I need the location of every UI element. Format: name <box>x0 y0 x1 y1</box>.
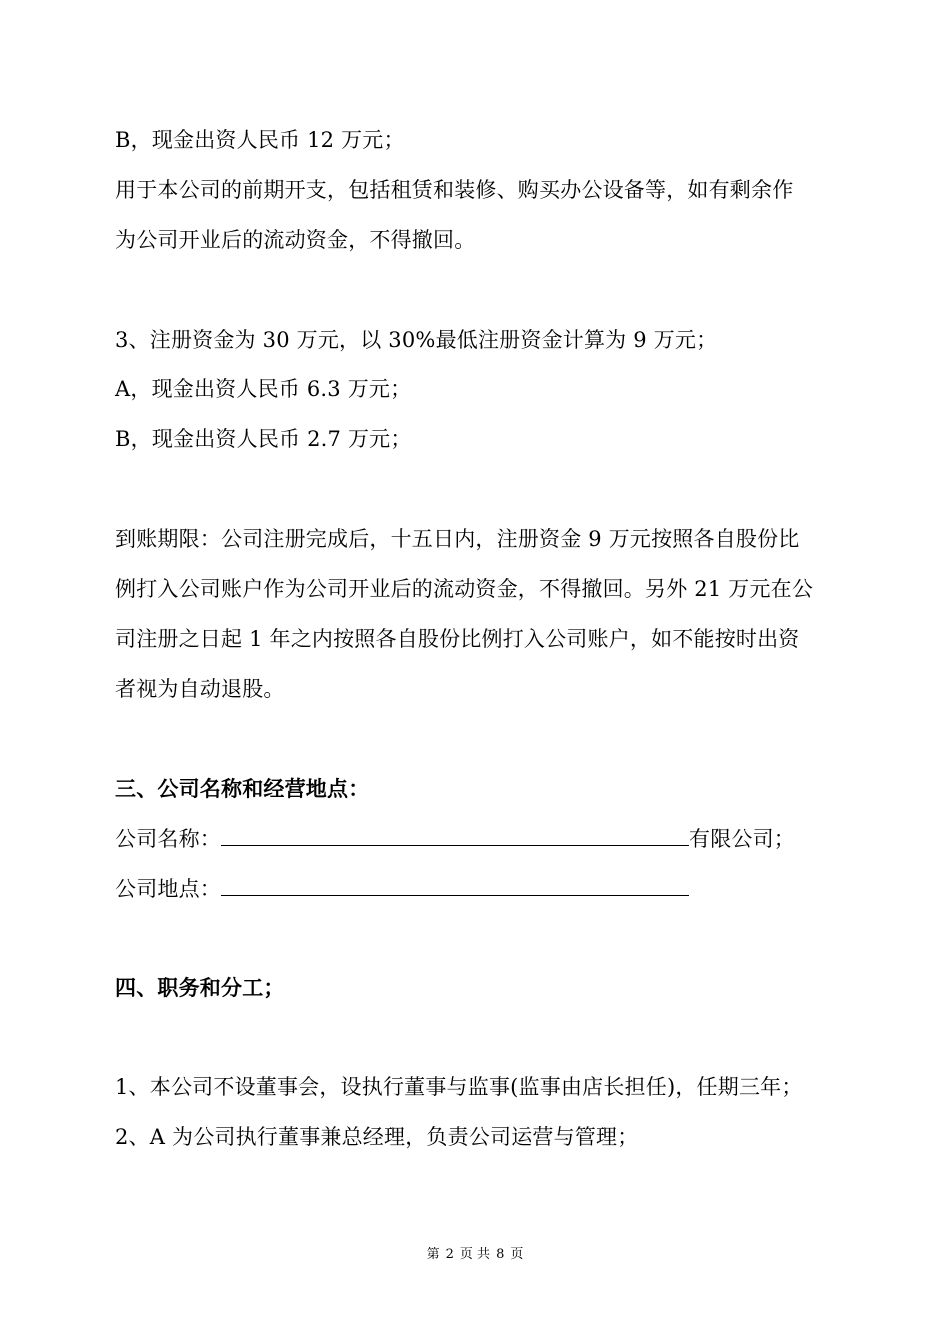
page-footer <box>0 1246 950 1264</box>
company-location-blank <box>221 873 689 896</box>
total-pages: 8 <box>496 1247 505 1262</box>
paragraph-line: 例打入公司账户作为公司开业后的流动资金，不得撤回。另外 21 万元在公 <box>115 577 814 601</box>
footer-mid: 页 共 <box>459 1247 491 1262</box>
paragraph-line: 1、本公司不设董事会，设执行董事与监事(监事由店长担任)，任期三年； <box>115 1075 803 1099</box>
paragraph-line: B，现金出资人民币 12 万元； <box>115 128 405 152</box>
company-name-suffix: 有限公司； <box>689 827 795 851</box>
paragraph-line: 3、注册资金为 30 万元，以 30%最低注册资金计算为 9 万元； <box>115 328 718 352</box>
current-page-number: 2 <box>445 1247 454 1262</box>
footer-suffix: 页 <box>510 1247 524 1262</box>
company-name-row <box>115 823 795 854</box>
paragraph-line: 者视为自动退股。 <box>115 677 285 701</box>
paragraph-line: 为公司开业后的流动资金，不得撤回。 <box>115 228 476 252</box>
paragraph-line: 到账期限：公司注册完成后，十五日内，注册资金 9 万元按照各自股份比 <box>115 527 800 551</box>
paragraph-line: 用于本公司的前期开支，包括租赁和装修、购买办公设备等，如有剩余作 <box>115 178 794 202</box>
section-heading: 四、职务和分工； <box>115 976 285 1000</box>
paragraph-line: 司注册之日起 1 年之内按照各自股份比例打入公司账户，如不能按时出资 <box>115 627 800 651</box>
paragraph-line: 2、A 为公司执行董事兼总经理，负责公司运营与管理； <box>115 1125 639 1149</box>
company-location-row <box>115 873 689 904</box>
section-heading: 三、公司名称和经营地点： <box>115 777 370 801</box>
company-location-label: 公司地点： <box>115 877 221 901</box>
paragraph-line: A，现金出资人民币 6.3 万元； <box>115 377 412 401</box>
company-name-blank <box>221 823 689 846</box>
footer-prefix: 第 <box>426 1247 440 1262</box>
company-name-label: 公司名称： <box>115 827 221 851</box>
paragraph-line: B，现金出资人民币 2.7 万元； <box>115 427 412 451</box>
